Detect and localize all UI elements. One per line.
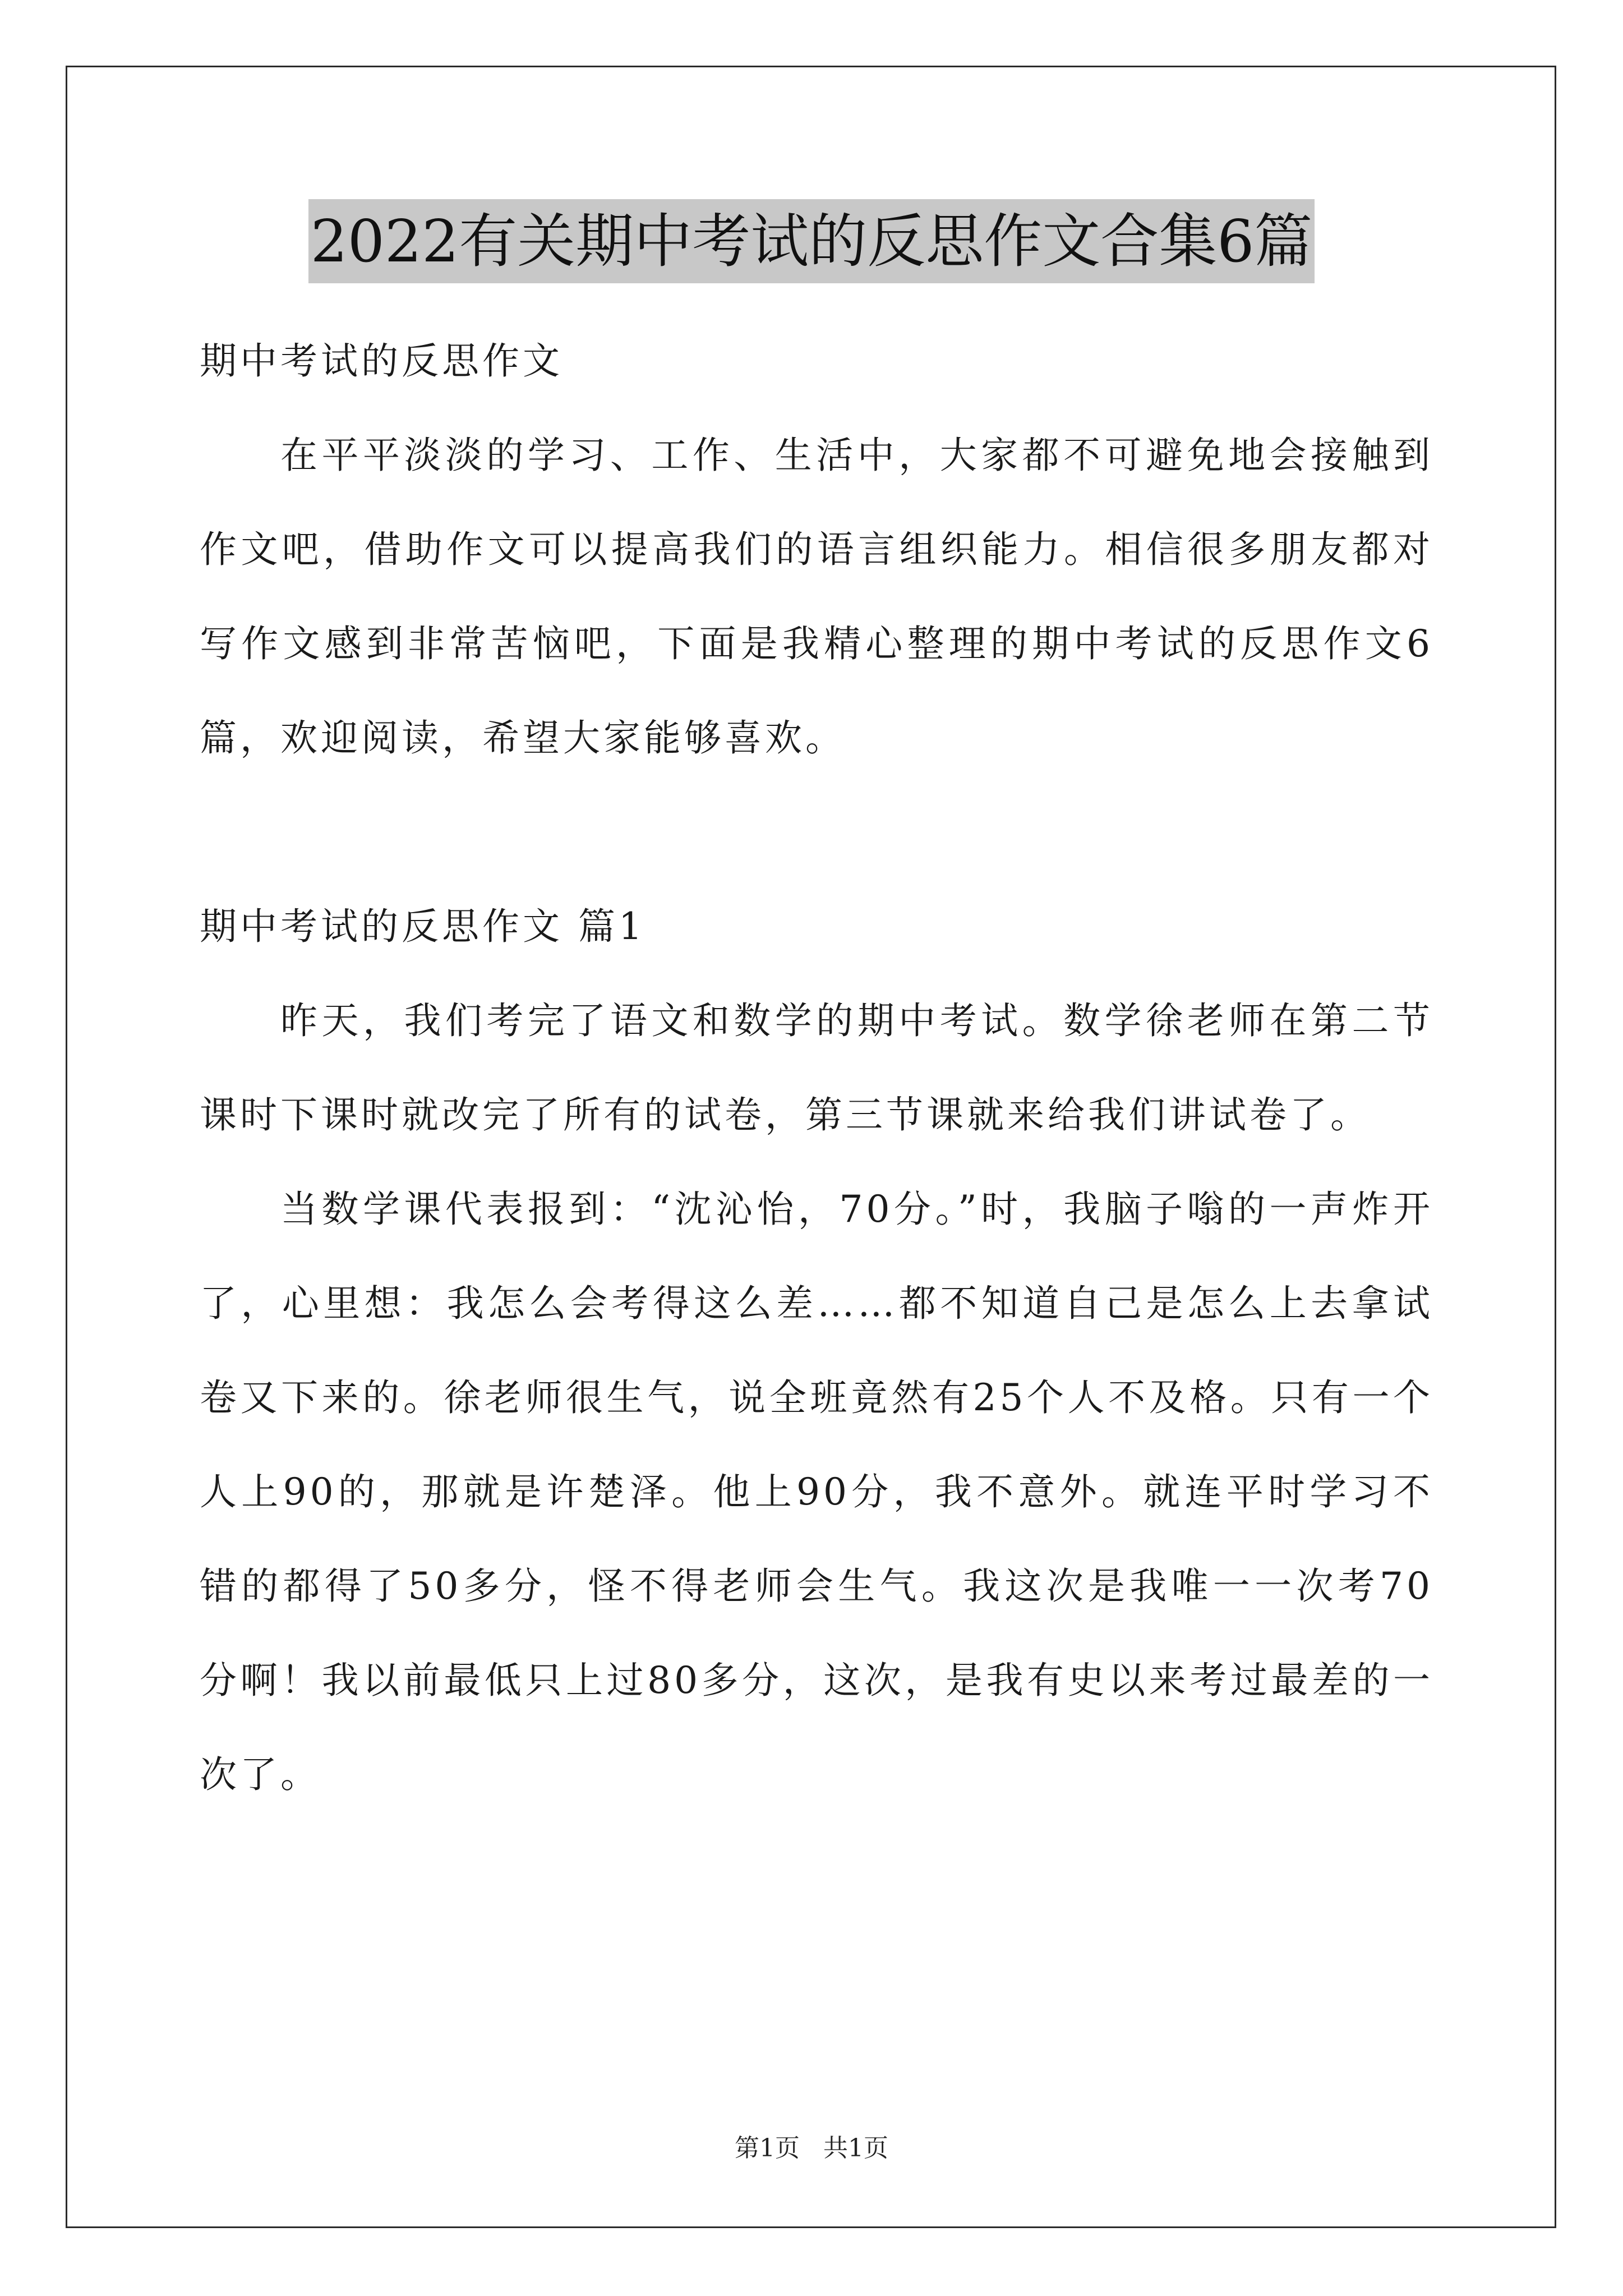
section-heading: 期中考试的反思作文 篇1 bbox=[200, 905, 645, 948]
document-title: 2022有关期中考试的反思作文合集6篇 bbox=[308, 199, 1315, 283]
intro-paragraph: 在平平淡淡的学习、工作、生活中，大家都不可避免地会接触到作文吧，借助作文可以提高我们的语言组织能力。相信很多朋友都对写作文感到非常苦恼吧，下面是我精心整理的期中考试的反思作文6篇，欢迎阅读，希望大家能够喜欢。 bbox=[200, 434, 1433, 760]
title-container bbox=[0, 199, 1623, 283]
page-number: 第1页 bbox=[735, 2134, 800, 2162]
document-body bbox=[200, 314, 1433, 1822]
body-paragraph: 昨天，我们考完了语文和数学的期中考试。数学徐老师在第二节课时下课时就改完了所有的试卷，第三节课就来给我们讲试卷了。 bbox=[200, 999, 1433, 1137]
page-total: 共1页 bbox=[823, 2134, 888, 2162]
body-paragraph: 当数学课代表报到：“沈沁怡，70分。”时，我脑子嗡的一声炸开了，心里想：我怎么会考得这么差……都不知道自己是怎么上去拿试卷又下来的。徐老师很生气，说全班竟然有25个人不及格。只有一个人上90的，那就是许楚泽。他上90分，我不意外。就连平时学习不错的都得了50多分，怪不得老师会生气。我这次是我唯一一次考70分啊！我以前最低只上过80多分，这次，是我有史以来考过最差的一次了。 bbox=[200, 1188, 1433, 1796]
section-spacer bbox=[200, 785, 1433, 880]
intro-heading: 期中考试的反思作文 bbox=[200, 339, 563, 383]
page-footer bbox=[0, 2132, 1623, 2165]
